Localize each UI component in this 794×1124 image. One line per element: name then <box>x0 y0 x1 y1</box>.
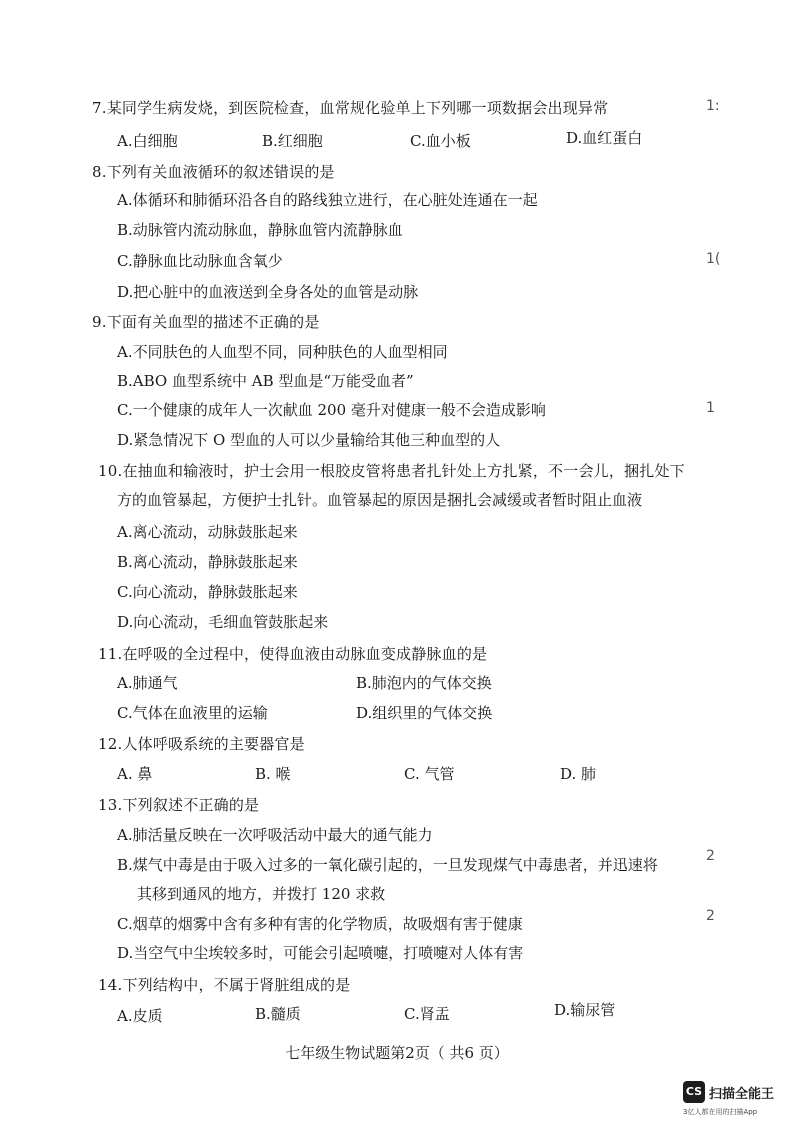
question-13-option-b-cont: 其移到通风的地方，并拨打 120 求救 <box>137 885 386 903</box>
question-14-stem: 14.下列结构中，不属于肾脏组成的是 <box>98 976 351 994</box>
question-8-option-c: C.静脉血比动脉血含氧少 <box>117 252 283 270</box>
question-8-stem: 8.下列有关血液循环的叙述错误的是 <box>92 163 335 181</box>
question-10-stem: 10.在抽血和输液时，护士会用一根胶皮管将患者扎针处上方扎紧，不一会儿，捆扎处下 <box>98 462 685 480</box>
question-7-option-a: A.白细胞 <box>117 132 178 150</box>
question-8-option-a: A.体循环和肺循环沿各自的路线独立进行，在心脏处连通在一起 <box>117 191 538 209</box>
question-12-stem: 12.人体呼吸系统的主要器官是 <box>98 735 305 753</box>
question-13-option-c: C.烟草的烟雾中含有多种有害的化学物质，故吸烟有害于健康 <box>117 915 523 933</box>
question-10-option-c: C.向心流动，静脉鼓胀起来 <box>117 583 298 601</box>
question-9-option-d: D.紧急情况下 O 型血的人可以少量输给其他三种血型的人 <box>117 431 501 449</box>
question-12-option-d: D. 肺 <box>560 765 597 783</box>
question-14-option-b: B.髓质 <box>255 1005 301 1023</box>
question-7-option-d: D.血红蛋白 <box>566 129 643 147</box>
question-10-option-d: D.向心流动，毛细血管鼓胀起来 <box>117 613 329 631</box>
question-10-stem-cont: 方的血管暴起，方便护士扎针。血管暴起的原因是捆扎会减缓或者暂时阻止血液 <box>117 491 643 509</box>
margin-mark: 1 <box>706 400 715 416</box>
scanner-watermark <box>683 1081 787 1121</box>
question-7-option-b: B.红细胞 <box>262 132 323 150</box>
scanner-app-name: 扫描全能王 <box>709 1087 775 1102</box>
question-9-option-c: C.一个健康的成年人一次献血 200 毫升对健康一般不会造成影响 <box>117 401 546 419</box>
page-footer: 七年级生物试题第2页（ 共6 页） <box>285 1044 509 1062</box>
question-13-option-d: D.当空气中尘埃较多时，可能会引起喷嚏，打喷嚏对人体有害 <box>117 944 524 962</box>
question-9-option-a: A.不同肤色的人血型不同，同种肤色的人血型相同 <box>117 343 448 361</box>
margin-mark: 2 <box>706 848 715 864</box>
question-9-option-b: B.ABO 血型系统中 AB 型血是“万能受血者” <box>117 372 414 390</box>
question-12-option-c: C. 气管 <box>404 765 455 783</box>
margin-mark: 1: <box>706 98 720 114</box>
question-11-option-a: A.肺通气 <box>117 674 178 692</box>
question-12-option-a: A. 鼻 <box>117 765 153 783</box>
question-11-option-d: D.组织里的气体交换 <box>356 704 493 722</box>
question-8-option-d: D.把心脏中的血液送到全身各处的血管是动脉 <box>117 283 419 301</box>
question-7-option-c: C.血小板 <box>410 132 471 150</box>
question-14-option-a: A.皮质 <box>117 1007 163 1025</box>
cs-scanner-icon: CS <box>683 1081 705 1103</box>
question-12-option-b: B. 喉 <box>255 765 291 783</box>
question-13-option-b: B.煤气中毒是由于吸入过多的一氧化碳引起的，一旦发现煤气中毒患者，并迅速将 <box>117 856 658 874</box>
margin-mark: 1( <box>706 251 721 267</box>
question-14-option-d: D.输尿管 <box>554 1001 616 1019</box>
question-7-stem: 7.某同学生病发烧，到医院检查，血常规化验单上下列哪一项数据会出现异常 <box>92 99 609 117</box>
question-11-stem: 11.在呼吸的全过程中，使得血液由动脉血变成静脉血的是 <box>98 645 488 663</box>
question-13-option-a: A.肺活量反映在一次呼吸活动中最大的通气能力 <box>117 826 433 844</box>
question-10-option-b: B.离心流动，静脉鼓胀起来 <box>117 553 298 571</box>
scanner-tagline: 3亿人都在用的扫描App <box>683 1108 758 1116</box>
question-13-stem: 13.下列叙述不正确的是 <box>98 796 260 814</box>
question-8-option-b: B.动脉管内流动脉血，静脉血管内流静脉血 <box>117 221 403 239</box>
question-11-option-b: B.肺泡内的气体交换 <box>356 674 492 692</box>
question-14-option-c: C.肾盂 <box>404 1005 450 1023</box>
question-9-stem: 9.下面有关血型的描述不正确的是 <box>92 313 320 331</box>
question-11-option-c: C.气体在血液里的运输 <box>117 704 268 722</box>
margin-mark: 2 <box>706 908 715 924</box>
question-10-option-a: A.离心流动，动脉鼓胀起来 <box>117 523 298 541</box>
